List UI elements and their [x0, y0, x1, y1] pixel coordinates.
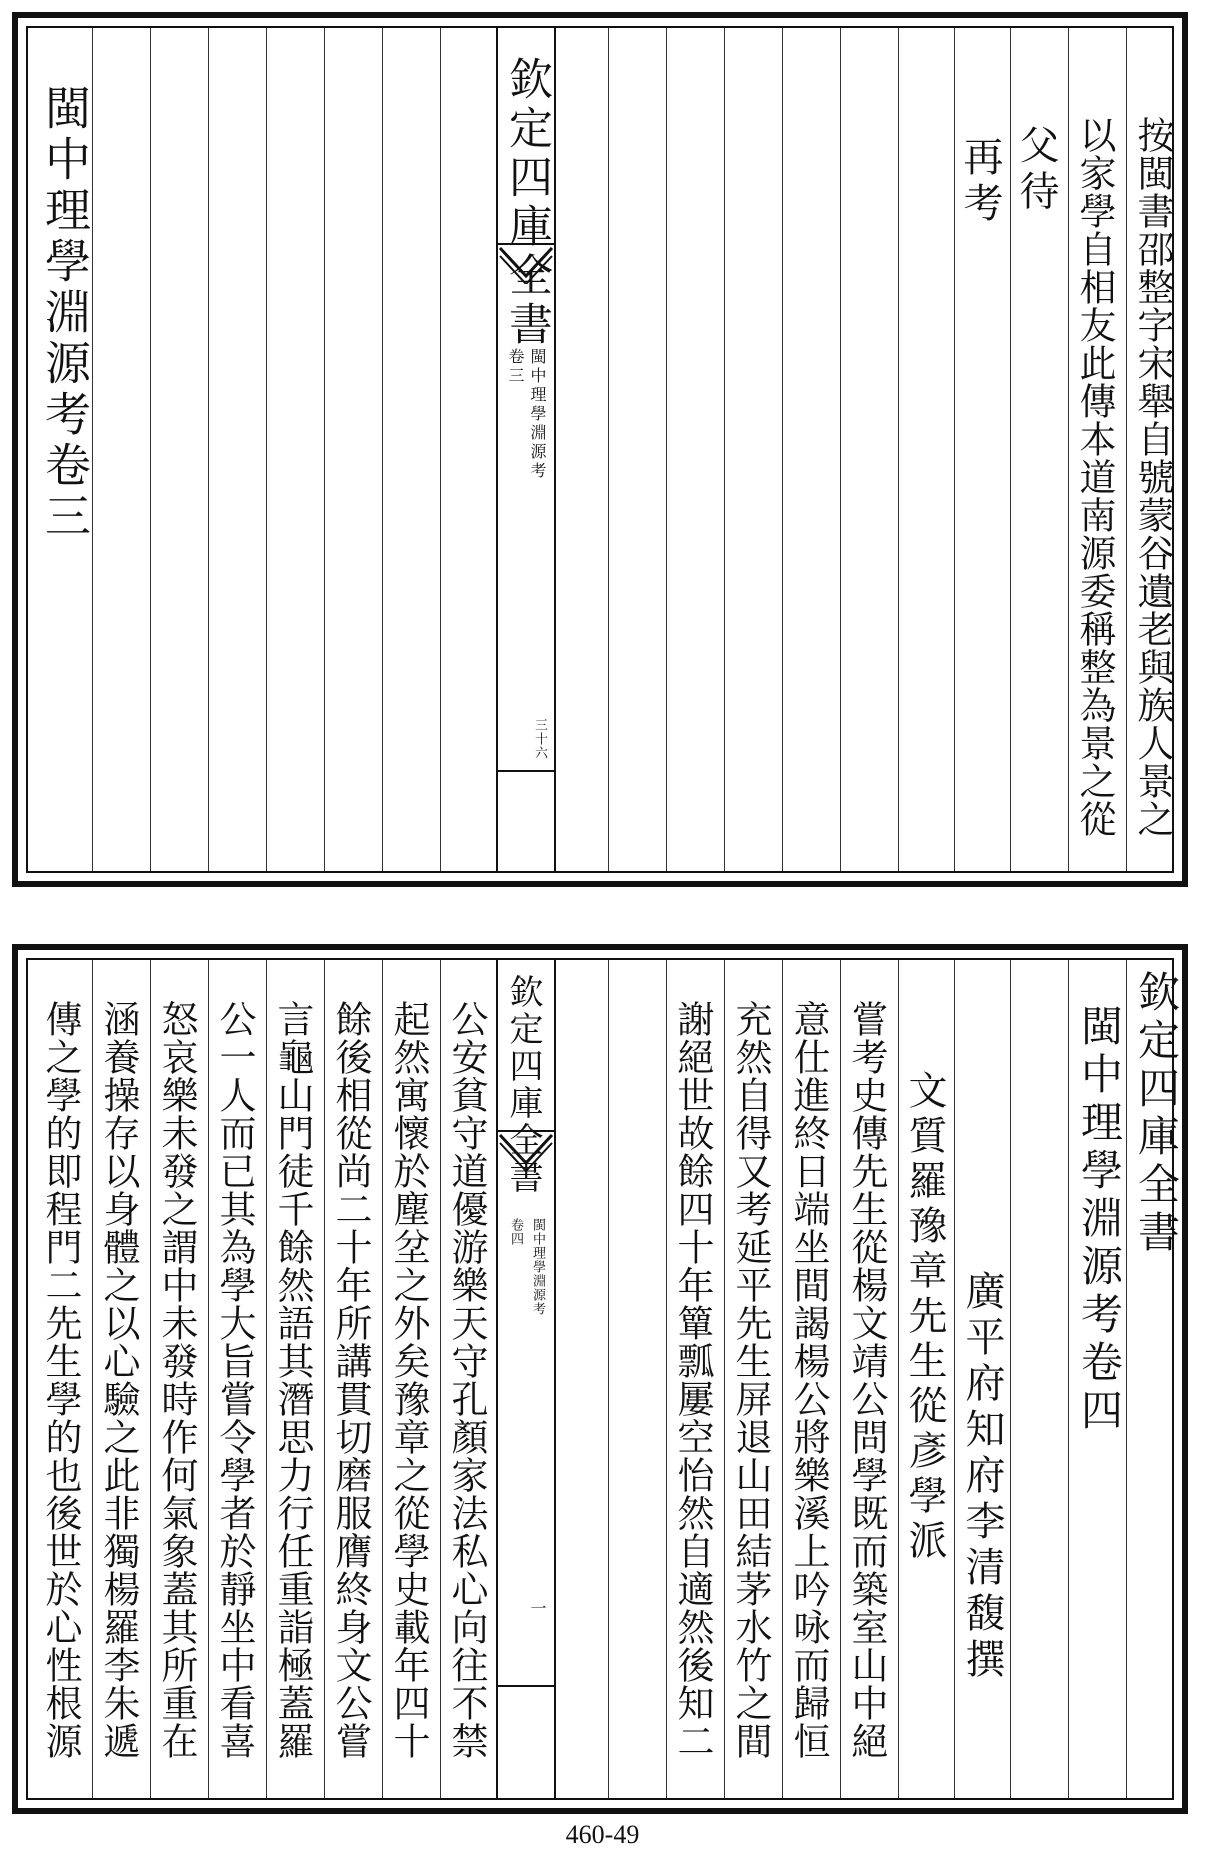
fold-page-number: 三十六: [532, 718, 547, 760]
column-rule: [1126, 960, 1127, 1798]
upper-page: [12, 12, 1188, 887]
volume-title: 閩中理學淵源考卷三: [38, 84, 92, 543]
fold-book-title: 閩中理學淵源考: [530, 1218, 545, 1316]
column-rule: [1068, 960, 1069, 1798]
column-rule: [782, 28, 783, 871]
column-rule: [608, 960, 609, 1798]
text-line: 公一人而已其為學大旨嘗令學者於靜坐中看喜: [213, 1000, 256, 1760]
author-line: 廣平府知府李清馥撰: [959, 1270, 1005, 1684]
column-rule: [208, 28, 209, 871]
section-heading: 文質羅豫章先生從彥學派: [902, 1070, 947, 1565]
column-rule: [898, 28, 899, 871]
text-line: 起然寓懷於塵坌之外矣豫章之從學史載年四十: [387, 1000, 430, 1760]
column-rule: [1126, 28, 1127, 871]
text-line: 按閩書邵整字宋舉自號蒙谷遺老與族人景之: [1131, 116, 1174, 838]
page-number: 460-49: [565, 1820, 640, 1849]
column-rule: [1068, 28, 1069, 871]
column-rule: [150, 960, 151, 1798]
text-line: 再考: [957, 136, 1003, 228]
column-rule: [724, 28, 725, 871]
fold-volume: 卷三: [506, 348, 525, 386]
text-line: 以家學自相友此傳本道南源委稱整為景之從: [1073, 116, 1116, 838]
column-rule: [208, 960, 209, 1798]
column-rule: [92, 960, 93, 1798]
upper-page-frame: [26, 26, 1174, 873]
text-line: 充然自得又考延平先生屏退山田結茅水竹之間: [729, 1000, 772, 1760]
lower-page-frame: [26, 958, 1181, 1800]
column-rule: [324, 960, 325, 1798]
book-header: 欽定四庫全書: [1132, 970, 1181, 1258]
column-rule: [382, 28, 383, 871]
column-rule: [266, 28, 267, 871]
column-rule: [324, 28, 325, 871]
column-rule: [954, 960, 955, 1798]
column-rule: [382, 960, 383, 1798]
fold-volume: 卷四: [508, 1218, 523, 1246]
fold-header: 欽定四庫全書: [501, 56, 552, 350]
text-line: 怒哀樂未發之謂中未發時作何氣象蓋其所重在: [155, 1000, 198, 1760]
column-rule: [1010, 28, 1011, 871]
text-line: 傳之學的即程門二先生學的也後世於心性根源: [39, 1000, 82, 1760]
text-line: 謝絕世故餘四十年簞瓢屢空怡然自適然後知二: [671, 1000, 714, 1760]
column-rule: [440, 960, 441, 1798]
text-line: 餘後相從尚二十年所講貫切磨服膺終身文公嘗: [329, 1000, 372, 1760]
text-line: 嘗考史傳先生從楊文靖公問學既而築室山中絕: [845, 1000, 888, 1760]
column-rule: [898, 960, 899, 1798]
volume-title: 閩中理學淵源考卷四: [1075, 1004, 1124, 1436]
text-line: 公安貧守道優游樂天守孔顏家法私心向往不禁: [445, 1000, 488, 1760]
column-rule: [150, 28, 151, 871]
text-line: 意仕進終日端坐間謁楊公將樂溪上吟咏而歸恒: [787, 1000, 830, 1760]
column-rule: [608, 28, 609, 871]
text-line: 父待: [1013, 124, 1059, 216]
column-rule: [666, 960, 667, 1798]
column-rule: [782, 960, 783, 1798]
fold-book-title: 閩中理學淵源考: [528, 348, 547, 481]
column-rule: [1010, 960, 1011, 1798]
text-line: 涵養操存以身體之以心驗之此非獨楊羅李朱遞: [97, 1000, 140, 1760]
fold-header: 欽定四庫全書: [503, 974, 543, 1196]
column-rule: [440, 28, 441, 871]
text-line: 言龜山門徒千餘然語其潛思力行任重詣極蓋羅: [271, 1000, 314, 1760]
fold-page-number: 一: [528, 1600, 547, 1619]
column-rule: [954, 28, 955, 871]
column-rule: [840, 28, 841, 871]
column-rule: [92, 28, 93, 871]
column-rule: [266, 960, 267, 1798]
column-rule: [724, 960, 725, 1798]
column-rule: [840, 960, 841, 1798]
column-rule: [666, 28, 667, 871]
lower-page: [12, 944, 1188, 1814]
